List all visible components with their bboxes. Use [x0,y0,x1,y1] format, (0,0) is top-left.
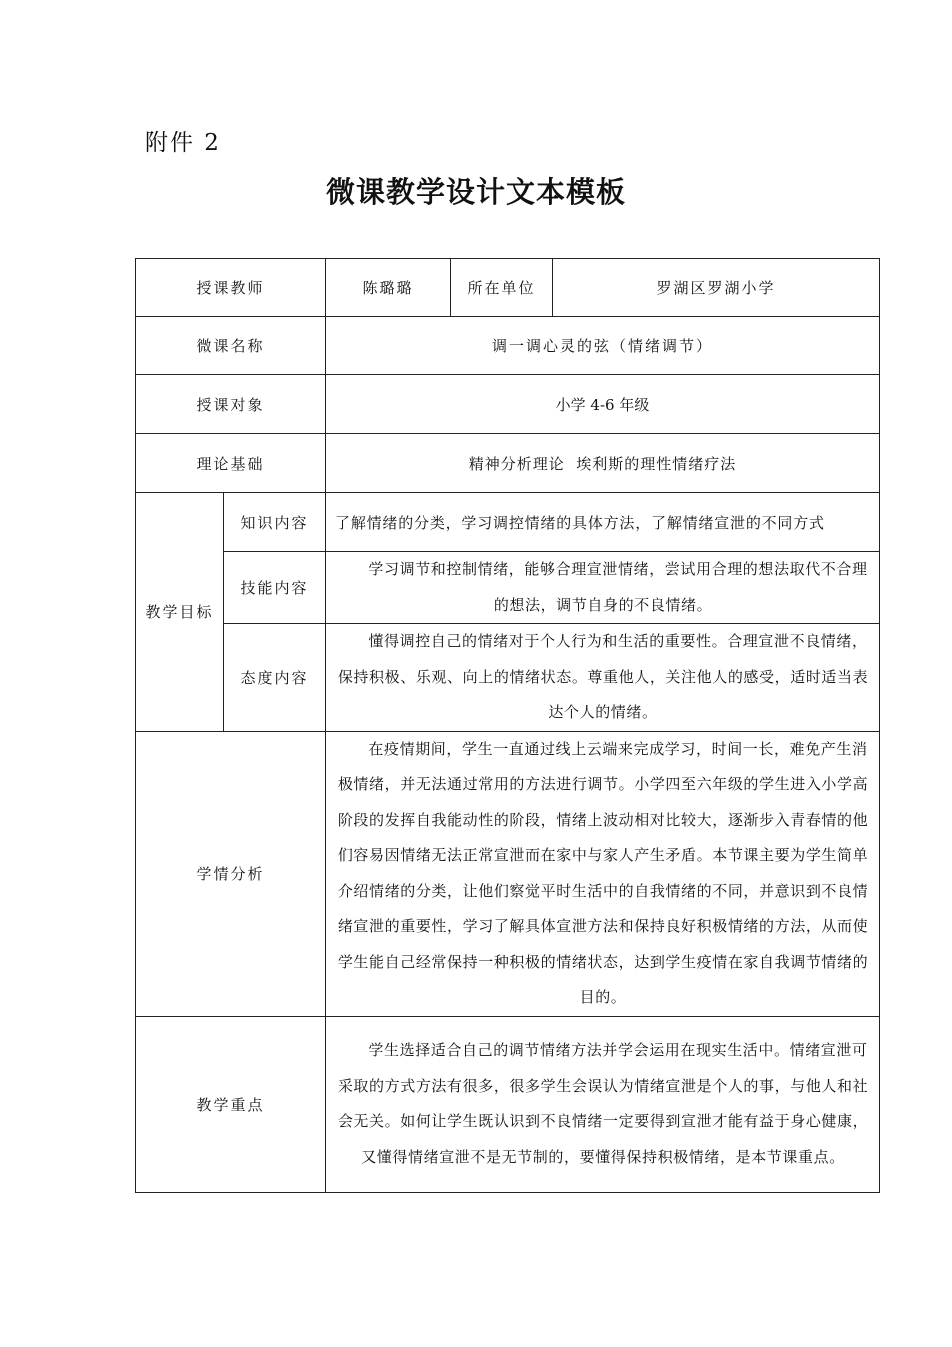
unit-value: 罗湖区罗湖小学 [553,259,880,317]
knowledge-label: 知识内容 [224,493,326,552]
course-name-value: 调一调心灵的弦（情绪调节） [326,317,880,375]
audience-label: 授课对象 [136,375,326,434]
attitude-value: 懂得调控自己的情绪对于个人行为和生活的重要性。合理宣泄不良情绪，保持积极、乐观、向上的情绪状态。尊重他人，关注他人的感受，适时适当表达个人的情绪。 [326,624,880,732]
table-row [136,731,880,1016]
focus-value: 学生选择适合自己的调节情绪方法并学会运用在现实生活中。情绪宣泄可采取的方式方法有很多，很多学生会误认为情绪宣泄是个人的事，与他人和社会无关。如何让学生既认识到不良情绪一定要得到宣泄才能有益于身心健康，又懂得情绪宣泄不是无节制的，要懂得保持积极情绪，是本节课重点。 [326,1016,880,1192]
table-row [136,317,880,375]
skill-value: 学习调节和控制情绪，能够合理宣泄情绪，尝试用合理的想法取代不合理的想法，调节自身的不良情绪。 [326,552,880,624]
lesson-design-table [135,258,880,1193]
goals-label: 教学目标 [136,493,224,732]
knowledge-value: 了解情绪的分类，学习调控情绪的具体方法，了解情绪宣泄的不同方式 [326,493,880,552]
course-name-label: 微课名称 [136,317,326,375]
skill-label: 技能内容 [224,552,326,624]
theory-label: 理论基础 [136,434,326,493]
table-row [136,493,880,552]
table-row [136,259,880,317]
theory-value: 精神分析理论 埃利斯的理性情绪疗法 [326,434,880,493]
teacher-value: 陈璐璐 [326,259,451,317]
table-row [136,552,880,624]
audience-value: 小学 4-6 年级 [326,375,880,434]
attachment-label: 附件 2 [145,130,221,156]
table-row [136,434,880,493]
table-row [136,1016,880,1192]
table-row [136,375,880,434]
unit-label: 所在单位 [451,259,553,317]
focus-label: 教学重点 [136,1016,326,1192]
attitude-label: 态度内容 [224,624,326,732]
table-row [136,624,880,732]
analysis-value: 在疫情期间，学生一直通过线上云端来完成学习，时间一长，难免产生消极情绪，并无法通过常用的方法进行调节。小学四至六年级的学生进入小学高阶段的发挥自我能动性的阶段，情绪上波动相对比较大，逐渐步入青春情的他们容易因情绪无法正常宣泄而在家中与家人产生矛盾。本节课主要为学生简单介绍情绪的分类，让他们察觉平时生活中的自我情绪的不同，并意识到不良情绪宣泄的重要性，学习了解具体宣泄方法和保持良好积极情绪的方法，从而使学生能自己经常保持一种积极的情绪状态，达到学生疫情在家自我调节情绪的目的。 [326,731,880,1016]
document-title: 微课教学设计文本模板 [325,175,626,209]
teacher-label: 授课教师 [136,259,326,317]
analysis-label: 学情分析 [136,731,326,1016]
